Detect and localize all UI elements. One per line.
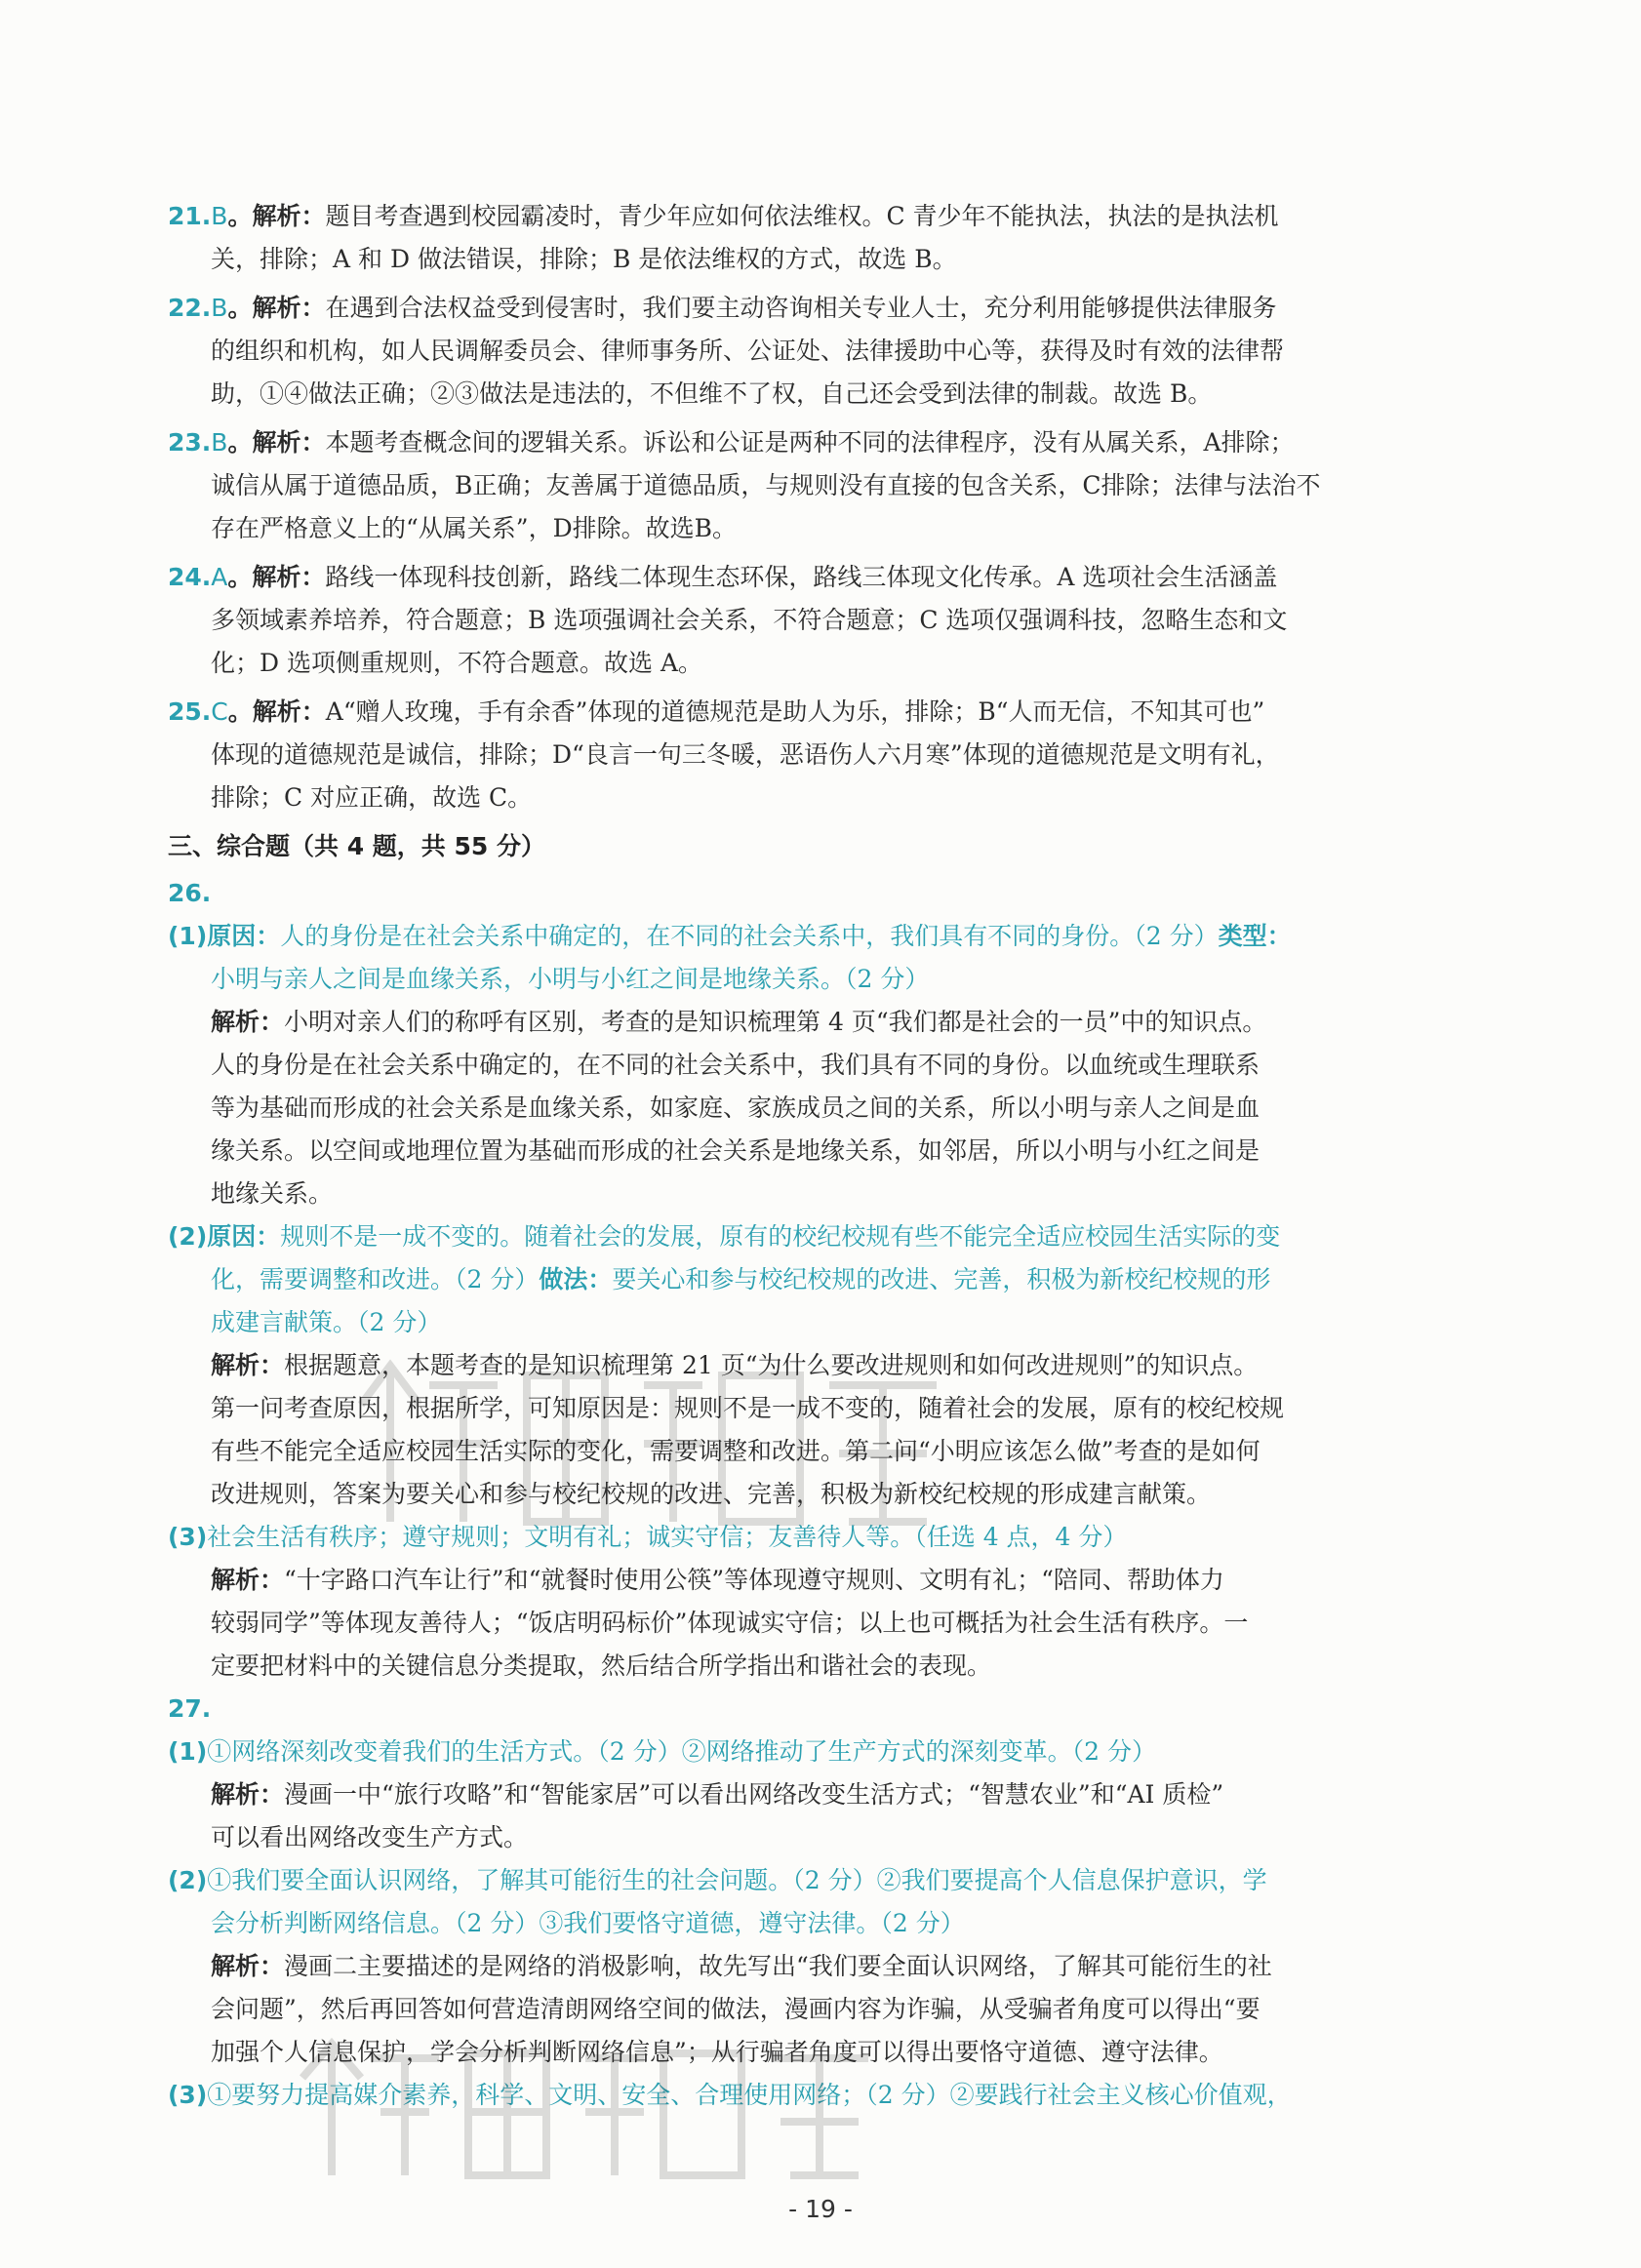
mc-item-24 — [168, 556, 1426, 685]
mc-item-23 — [168, 421, 1426, 550]
analysis-line: 人的身份是在社会关系中确定的，在不同的社会关系中，我们具有不同的身份。以血统或生理联系 — [211, 1051, 1261, 1079]
analysis-text: 排除；C 对应正确，故选 C。 — [211, 783, 533, 812]
sub-question-tag: (3) — [168, 2081, 208, 2109]
analysis-text: 的组织和机构，如人民调解委员会、律师事务所、公证处、法律援助中心等，获得及时有效的法律帮 — [211, 337, 1285, 365]
mc-item-21 — [168, 195, 1426, 281]
analysis-text: 在遇到合法权益受到侵害时，我们要主动咨询相关专业人士，充分利用能够提供法律服务 — [325, 294, 1277, 322]
answer-text: 原因：规则不是一成不变的。随着社会的发展，原有的校纪校规有些不能完全适应校园生活实际的变 — [207, 1222, 1281, 1251]
answer-line — [168, 1301, 1426, 1344]
answer-line — [168, 1215, 1426, 1258]
page-number: - 19 - — [788, 2195, 853, 2223]
mc-item-22 — [168, 287, 1426, 416]
answer-line — [168, 1902, 1426, 1945]
mc-line — [168, 691, 1426, 734]
answer-text: ①要努力提高媒介素养，科学、文明、安全、合理使用网络；（2 分）②要践行社会主义核心价值观， — [207, 2081, 1292, 2109]
answer-line — [168, 1859, 1426, 1902]
sub-question-1 — [168, 915, 1426, 1215]
analysis-line: 解析：漫画二主要描述的是网络的消极影响，故先写出“我们要全面认识网络，了解其可能衍生的社 — [211, 1952, 1272, 1980]
analysis-line: 缘关系。以空间或地理位置为基础而形成的社会关系是地缘关系，如邻居，所以小明与小红之间是 — [211, 1136, 1261, 1165]
answer-text: ①网络深刻改变着我们的生活方式。（2 分）②网络推动了生产方式的深刻变革。（2 分） — [207, 1737, 1156, 1766]
sub-question-tag: (3) — [168, 1523, 208, 1551]
analysis-text: 多领域素养培养，符合题意；B 选项强调社会关系，不符合题意；C 选项仅强调科技，忽略生态和文 — [211, 606, 1288, 634]
item-answer: B — [211, 428, 228, 457]
item-number: 24. — [168, 563, 212, 591]
item-number: 23. — [168, 428, 212, 457]
analysis-line: 解析：漫画一中“旅行攻略”和“智能家居”可以看出网络改变生活方式；“智慧农业”和“AI 质检” — [211, 1780, 1224, 1809]
analysis-line: 解析：根据题意，本题考查的是知识梳理第 21 页“为什么要改进规则和如何改进规则”的知识点。 — [211, 1351, 1259, 1379]
answer-content — [168, 195, 1426, 2117]
analysis-label: 。解析： — [227, 294, 326, 322]
mc-line — [168, 599, 1426, 642]
analysis-line: 解析：“十字路口汽车让行”和“就餐时使用公筷”等体现遵守规则、文明有礼；“陪同、帮助体力 — [211, 1566, 1224, 1594]
answer-line — [168, 1516, 1426, 1559]
sub-question-tag: (2) — [168, 1222, 208, 1251]
mc-line — [168, 776, 1426, 819]
analysis-text: A“赠人玫瑰，手有余香”体现的道德规范是助人为乐，排除；B“人而无信，不知其可也” — [325, 697, 1265, 726]
analysis-text: 关，排除；A 和 D 做法错误，排除；B 是依法维权的方式，故选 B。 — [211, 245, 957, 273]
question-number: 26. — [168, 879, 212, 907]
analysis-line: 加强个人信息保护，学会分析判断网络信息”；从行骗者角度可以得出要恪守道德、遵守法律。 — [211, 2038, 1223, 2066]
item-answer: A — [211, 563, 228, 591]
sub-question-tag: (1) — [168, 922, 208, 950]
analysis-line: 有些不能完全适应校园生活实际的变化，需要调整和改进。第二问“小明应该怎么做”考查的是如何 — [211, 1437, 1261, 1465]
sub-question-3 — [168, 1516, 1426, 1688]
answer-text: 成建言献策。（2 分） — [211, 1308, 442, 1336]
mc-line — [168, 238, 1426, 281]
answer-line — [168, 1258, 1426, 1301]
analysis-text: 助，①④做法正确；②③做法是违法的，不但维不了权，自己还会受到法律的制裁。故选 B。 — [211, 379, 1213, 408]
analysis-line: 第一问考查原因，根据所学，可知原因是：规则不是一成不变的，随着社会的发展，原有的校纪校规 — [211, 1394, 1285, 1422]
mc-item-25 — [168, 691, 1426, 819]
analysis-label: 。解析： — [227, 428, 326, 457]
item-number: 25. — [168, 697, 212, 726]
answer-text: 原因：人的身份是在社会关系中确定的，在不同的社会关系中，我们具有不同的身份。（2 分）类型： — [207, 922, 1292, 950]
question-26 — [168, 872, 1426, 1688]
answer-text: 小明与亲人之间是血缘关系，小明与小红之间是地缘关系。（2 分） — [211, 965, 930, 993]
answer-line — [168, 2074, 1426, 2117]
mc-line — [168, 507, 1426, 550]
analysis-line: 会问题”，然后再回答如何营造清朗网络空间的做法，漫画内容为诈骗，从受骗者角度可以得出“要 — [211, 1995, 1261, 2023]
multiple-choice-answers — [168, 195, 1426, 819]
analysis-label: 。解析： — [227, 697, 326, 726]
analysis-text: 存在严格意义上的“从属关系”，D排除。故选B。 — [211, 514, 737, 542]
analysis-line: 地缘关系。 — [211, 1179, 334, 1208]
item-number: 22. — [168, 294, 212, 322]
sub-question-tag: (2) — [168, 1866, 208, 1894]
item-number: 21. — [168, 202, 212, 230]
analysis-text: 本题考查概念间的逻辑关系。诉讼和公证是两种不同的法律程序，没有从属关系，A排除； — [325, 428, 1295, 457]
analysis-text: 题目考查遇到校园霸凌时，青少年应如何依法维权。C 青少年不能执法，执法的是执法机 — [325, 202, 1279, 230]
answer-line — [168, 915, 1426, 958]
analysis-line: 解析：小明对亲人们的称呼有区别，考查的是知识梳理第 4 页“我们都是社会的一员”中的知识点。 — [211, 1008, 1267, 1036]
section-title: 三、综合题（共 4 题，共 55 分） — [168, 832, 546, 860]
mc-line — [168, 373, 1426, 416]
mc-line — [168, 734, 1426, 776]
answer-line — [168, 958, 1426, 1001]
answer-text: 化，需要调整和改进。（2 分）做法：要关心和参与校纪校规的改进、完善，积极为新校纪校规的形 — [211, 1265, 1271, 1293]
analysis-line: 可以看出网络改变生产方式。 — [211, 1823, 529, 1851]
sub-question-2 — [168, 1859, 1426, 2074]
analysis-line: 改进规则，答案为要关心和参与校纪校规的改进、完善，积极为新校纪校规的形成建言献策。 — [211, 1480, 1212, 1508]
mc-line — [168, 556, 1426, 599]
mc-line — [168, 642, 1426, 685]
mc-line — [168, 464, 1426, 507]
sub-question-tag: (1) — [168, 1737, 208, 1766]
analysis-text: 化；D 选项侧重规则，不符合题意。故选 A。 — [211, 649, 702, 677]
answer-line — [168, 1731, 1426, 1773]
analysis-text: 路线一体现科技创新，路线二体现生态环保，路线三体现文化传承。A 选项社会生活涵盖 — [325, 563, 1278, 591]
analysis-label: 。解析： — [227, 202, 326, 230]
item-answer: C — [211, 697, 228, 726]
sub-question-3 — [168, 2074, 1426, 2117]
question-number: 27. — [168, 1694, 212, 1723]
mc-line — [168, 421, 1426, 464]
item-answer: B — [211, 202, 228, 230]
analysis-label: 。解析： — [227, 563, 326, 591]
analysis-line: 较弱同学”等体现友善待人；“饭店明码标价”体现诚实守信；以上也可概括为社会生活有秩序。一 — [211, 1609, 1249, 1637]
mc-line — [168, 330, 1426, 373]
sub-question-2 — [168, 1215, 1426, 1516]
answer-text: ①我们要全面认识网络，了解其可能衍生的社会问题。（2 分）②我们要提高个人信息保护意识，学 — [207, 1866, 1267, 1894]
analysis-line: 等为基础而形成的社会关系是血缘关系，如家庭、家族成员之间的关系，所以小明与亲人之间是血 — [211, 1094, 1261, 1122]
item-answer: B — [211, 294, 228, 322]
sub-question-1 — [168, 1731, 1426, 1859]
analysis-line: 定要把材料中的关键信息分类提取，然后结合所学指出和谐社会的表现。 — [211, 1651, 992, 1680]
analysis-text: 体现的道德规范是诚信，排除；D“良言一句三冬暖，恶语伤人六月寒”体现的道德规范是文明有礼， — [211, 740, 1280, 769]
analysis-text: 诚信从属于道德品质，B正确；友善属于道德品质，与规则没有直接的包含关系，C排除；法律与法治不 — [211, 471, 1321, 499]
answer-text: 社会生活有秩序；遵守规则；文明有礼；诚实守信；友善待人等。（任选 4 点，4 分） — [207, 1523, 1128, 1551]
mc-line — [168, 287, 1426, 330]
mc-line — [168, 195, 1426, 238]
question-27 — [168, 1688, 1426, 2117]
answer-text: 会分析判断网络信息。（2 分）③我们要恪守道德，遵守法律。（2 分） — [211, 1909, 965, 1937]
